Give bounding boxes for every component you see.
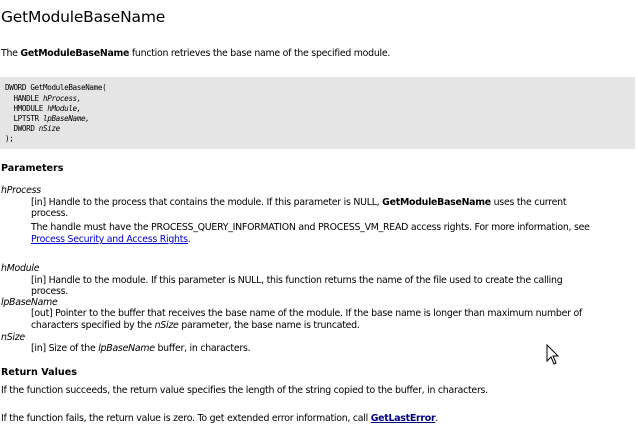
param-desc-line: process. bbox=[31, 286, 69, 297]
param-desc-prefix: characters specified by the bbox=[31, 320, 155, 331]
return-fail-text bbox=[1, 413, 438, 424]
param-desc-italic: lpBaseName bbox=[98, 343, 155, 354]
param-desc-line: [in] Handle to the module. If this parameter is NULL, this function returns the name of the file used to create the calling bbox=[31, 275, 563, 286]
param-desc-suffix: buffer, in characters. bbox=[154, 343, 251, 354]
intro-prefix: The bbox=[1, 48, 21, 59]
param-desc-line bbox=[31, 320, 360, 331]
get-last-error-link[interactable]: GetLastError bbox=[370, 413, 436, 424]
param-desc-line bbox=[31, 197, 566, 208]
param-desc-line bbox=[31, 234, 191, 245]
param-name-lpbasename: lpBaseName bbox=[1, 297, 58, 308]
param-desc-line: process. bbox=[31, 208, 69, 219]
code-line-6: ); bbox=[5, 134, 14, 143]
intro-suffix: function retrieves the base name of the specified module. bbox=[129, 48, 391, 59]
param-desc-suffix: parameter, the base name is truncated. bbox=[178, 320, 360, 331]
intro-function-name: GetModuleBaseName bbox=[20, 48, 130, 59]
code-type: LPTSTR bbox=[5, 114, 43, 123]
param-desc-line: The handle must have the PROCESS_QUERY_INFORMATION and PROCESS_VM_READ access rights. For more information, see bbox=[31, 222, 590, 233]
code-block bbox=[0, 77, 635, 149]
code-line-3 bbox=[5, 104, 81, 113]
param-desc-bold: GetModuleBaseName bbox=[382, 197, 491, 208]
intro-text bbox=[1, 48, 390, 59]
return-values-heading: Return Values bbox=[1, 367, 77, 378]
page-title: GetModuleBaseName bbox=[1, 8, 166, 26]
mouse-pointer-icon bbox=[546, 344, 560, 370]
param-desc-suffix: uses the current bbox=[490, 197, 567, 208]
code-param: hProcess, bbox=[43, 94, 81, 103]
return-success-text: If the function succeeds, the return value specifies the length of the string copied to the buffer, in characters. bbox=[1, 385, 488, 396]
code-line-1: DWORD GetModuleBaseName( bbox=[5, 83, 107, 92]
code-line-4 bbox=[5, 114, 89, 123]
param-name-hmodule: hModule bbox=[1, 263, 40, 274]
param-name-nsize: nSize bbox=[1, 332, 25, 343]
param-name-hprocess: hProcess bbox=[1, 185, 41, 196]
code-type: HMODULE bbox=[5, 104, 48, 113]
return-fail-prefix: If the function fails, the return value is zero. To get extended error information, call bbox=[1, 413, 371, 424]
code-param: nSize bbox=[38, 124, 60, 133]
code-type: HANDLE bbox=[5, 94, 43, 103]
param-desc-prefix: [in] Handle to the process that contains the module. If this parameter is NULL, bbox=[31, 197, 383, 208]
code-param: lpBaseName, bbox=[43, 114, 90, 123]
code-line-2 bbox=[5, 94, 81, 103]
code-param: hModule, bbox=[47, 104, 81, 113]
parameters-heading: Parameters bbox=[1, 163, 64, 174]
process-security-link[interactable]: Process Security and Access Rights bbox=[31, 234, 188, 245]
code-type: DWORD bbox=[5, 124, 39, 133]
param-desc-line: [out] Pointer to the buffer that receives the base name of the module. If the base name is longer than maximum number of bbox=[31, 308, 582, 319]
return-fail-suffix: . bbox=[435, 413, 439, 424]
link-period: . bbox=[187, 234, 191, 245]
param-desc-prefix: [in] Size of the bbox=[31, 343, 99, 354]
param-desc-line bbox=[31, 343, 250, 354]
code-line-5 bbox=[5, 124, 60, 133]
param-desc-italic: nSize bbox=[154, 320, 179, 331]
